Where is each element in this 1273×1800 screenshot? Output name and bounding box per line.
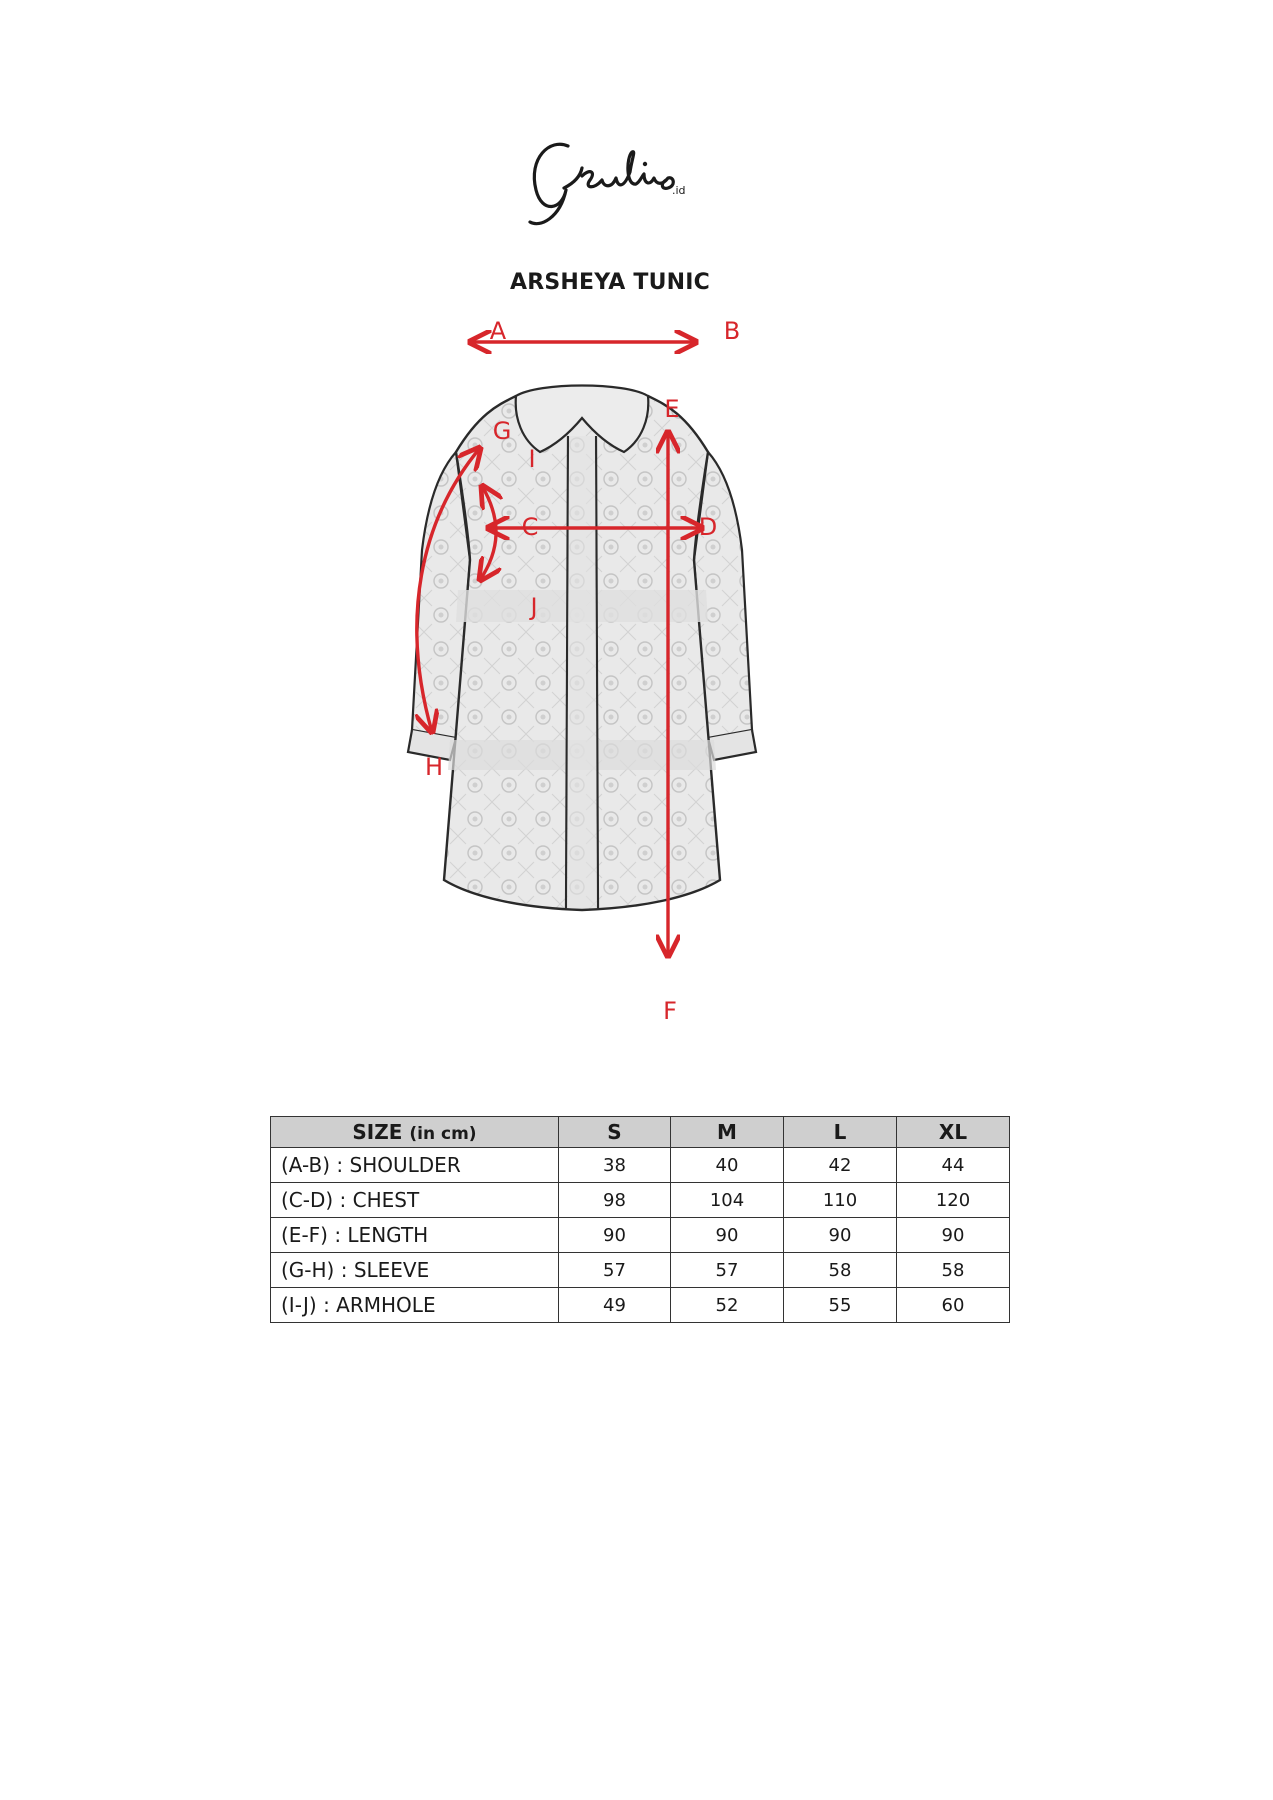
table-header-row bbox=[271, 1117, 1010, 1148]
cell-value: 58 bbox=[897, 1253, 1010, 1288]
header-size-m: M bbox=[671, 1117, 784, 1148]
cell-value: 90 bbox=[897, 1218, 1010, 1253]
header-size-l: L bbox=[784, 1117, 897, 1148]
label-f: F bbox=[663, 997, 677, 1025]
label-j: J bbox=[530, 593, 538, 621]
row-label: (E-F) : LENGTH bbox=[271, 1218, 559, 1253]
cell-value: 58 bbox=[784, 1253, 897, 1288]
cell-value: 42 bbox=[784, 1148, 897, 1183]
cell-value: 104 bbox=[671, 1183, 784, 1218]
cell-value: 60 bbox=[897, 1288, 1010, 1323]
label-d: D bbox=[698, 513, 718, 541]
cell-value: 120 bbox=[897, 1183, 1010, 1218]
table-row bbox=[271, 1183, 1010, 1218]
label-i: I bbox=[528, 445, 536, 473]
header-size: SIZE (in cm) bbox=[271, 1117, 559, 1148]
label-e: E bbox=[664, 395, 680, 423]
size-table bbox=[270, 1116, 1010, 1323]
label-h: H bbox=[424, 753, 444, 781]
table-row bbox=[271, 1253, 1010, 1288]
cell-value: 110 bbox=[784, 1183, 897, 1218]
header-size-s: S bbox=[559, 1117, 671, 1148]
label-c: C bbox=[521, 513, 539, 541]
cell-value: 52 bbox=[671, 1288, 784, 1323]
row-label: (C-D) : CHEST bbox=[271, 1183, 559, 1218]
cell-value: 90 bbox=[559, 1218, 671, 1253]
cell-value: 57 bbox=[559, 1253, 671, 1288]
label-b: B bbox=[723, 317, 741, 345]
brand-logo-suffix: .id bbox=[672, 184, 686, 197]
cell-value: 44 bbox=[897, 1148, 1010, 1183]
table-row bbox=[271, 1218, 1010, 1253]
row-label: (A-B) : SHOULDER bbox=[271, 1148, 559, 1183]
brand-logo-mark bbox=[520, 128, 710, 238]
row-label: (I-J) : ARMHOLE bbox=[271, 1288, 559, 1323]
cell-value: 57 bbox=[671, 1253, 784, 1288]
brand-logo bbox=[520, 128, 710, 238]
label-a: A bbox=[489, 317, 507, 345]
cell-value: 90 bbox=[784, 1218, 897, 1253]
row-label: (G-H) : SLEEVE bbox=[271, 1253, 559, 1288]
header-size-xl: XL bbox=[897, 1117, 1010, 1148]
cell-value: 38 bbox=[559, 1148, 671, 1183]
cell-value: 98 bbox=[559, 1183, 671, 1218]
cell-value: 90 bbox=[671, 1218, 784, 1253]
table-row bbox=[271, 1148, 1010, 1183]
cell-value: 40 bbox=[671, 1148, 784, 1183]
table-row bbox=[271, 1288, 1010, 1323]
label-g: G bbox=[492, 417, 512, 445]
cell-value: 55 bbox=[784, 1288, 897, 1323]
cell-value: 49 bbox=[559, 1288, 671, 1323]
product-title: ARSHEYA TUNIC bbox=[510, 270, 710, 295]
measurement-diagram bbox=[390, 317, 790, 1030]
